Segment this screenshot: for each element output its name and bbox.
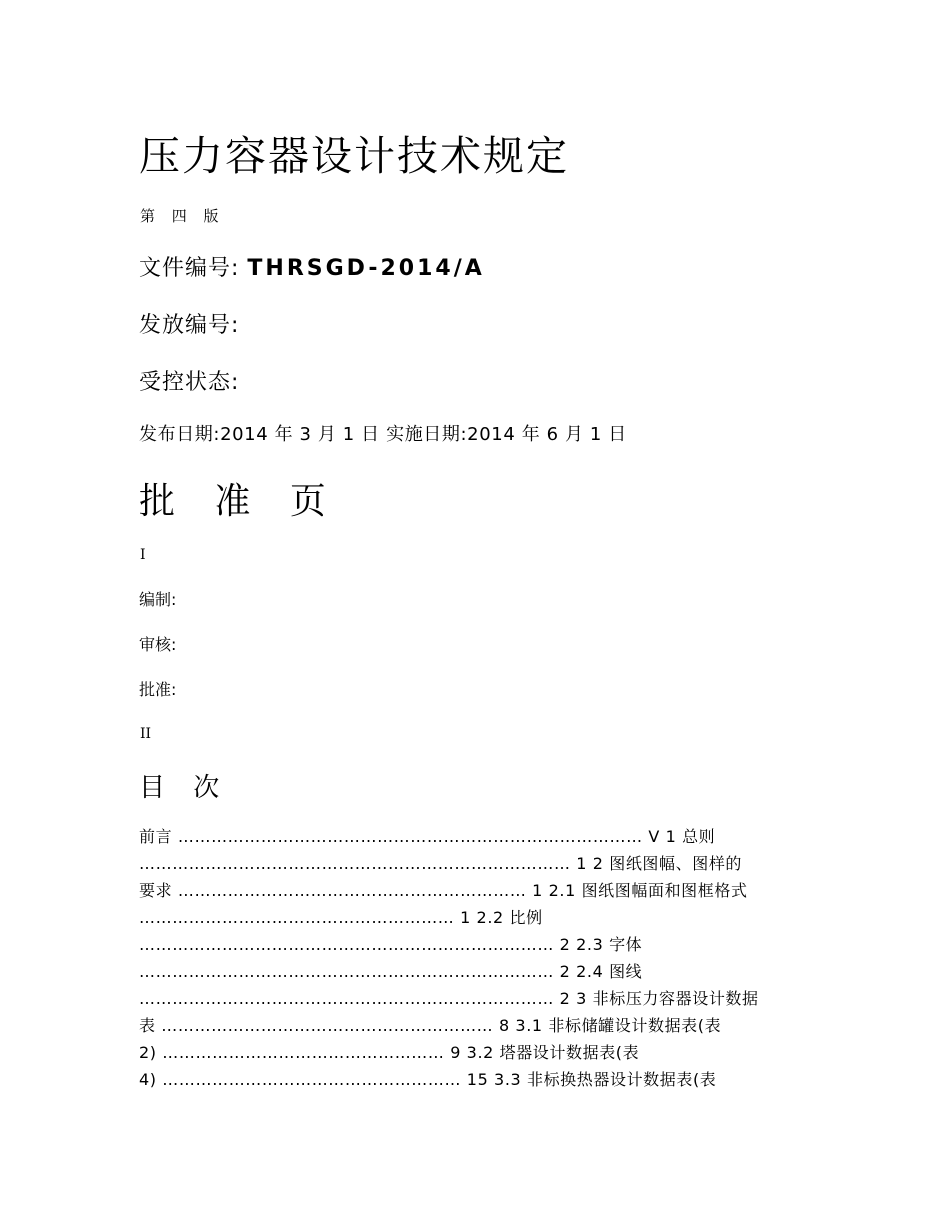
approval-page-title: 批 准 页 [139,481,340,522]
page-number-roman-1: I [140,547,146,563]
control-status-label: 受控状态: [139,370,240,395]
prepared-by-label: 编制: [139,590,177,609]
reviewed-by-label: 审核: [139,635,177,654]
file-number-value: THRSGD-2014/A [247,256,485,281]
toc-line[interactable]: …………………………………………………………………… 1 2 图纸图幅、图样的 [139,854,743,873]
toc-line[interactable]: ………………………………………………………………… 2 2.4 图线 [139,962,643,981]
toc-line[interactable]: ………………………………………………………………… 2 2.3 字体 [139,935,643,954]
page-number-roman-2: II [140,726,152,742]
table-of-contents [139,823,819,1093]
approved-by-label: 批准: [139,680,177,699]
toc-line[interactable]: 2) …………………………………………… 9 3.2 塔器设计数据表(表 [139,1043,640,1062]
toc-line[interactable]: ………………………………………………… 1 2.2 比例 [139,908,543,927]
file-number-row [139,253,485,285]
toc-line[interactable]: 要求 ……………………………………………………… 1 2.1 图纸图幅面和图框格式 [139,881,748,900]
toc-line[interactable]: 前言 ………………………………………………………………………… V 1 总则 [139,827,716,846]
toc-line[interactable]: 4) ……………………………………………… 15 3.3 非标换热器设计数据表(表 [139,1070,717,1089]
document-title: 压力容器设计技术规定 [139,132,569,180]
toc-title: 目 次 [139,773,230,803]
release-dates: 发布日期:2014 年 3 月 1 日 实施日期:2014 年 6 月 1 日 [139,424,627,445]
distribution-number-label: 发放编号: [139,313,240,338]
edition-label: 第 四 版 [140,207,225,225]
toc-line[interactable]: 表 …………………………………………………… 8 3.1 非标储罐设计数据表(表 [139,1016,722,1035]
file-number-label: 文件编号: [139,256,240,281]
toc-line[interactable]: ………………………………………………………………… 2 3 非标压力容器设计数据 [139,989,759,1008]
